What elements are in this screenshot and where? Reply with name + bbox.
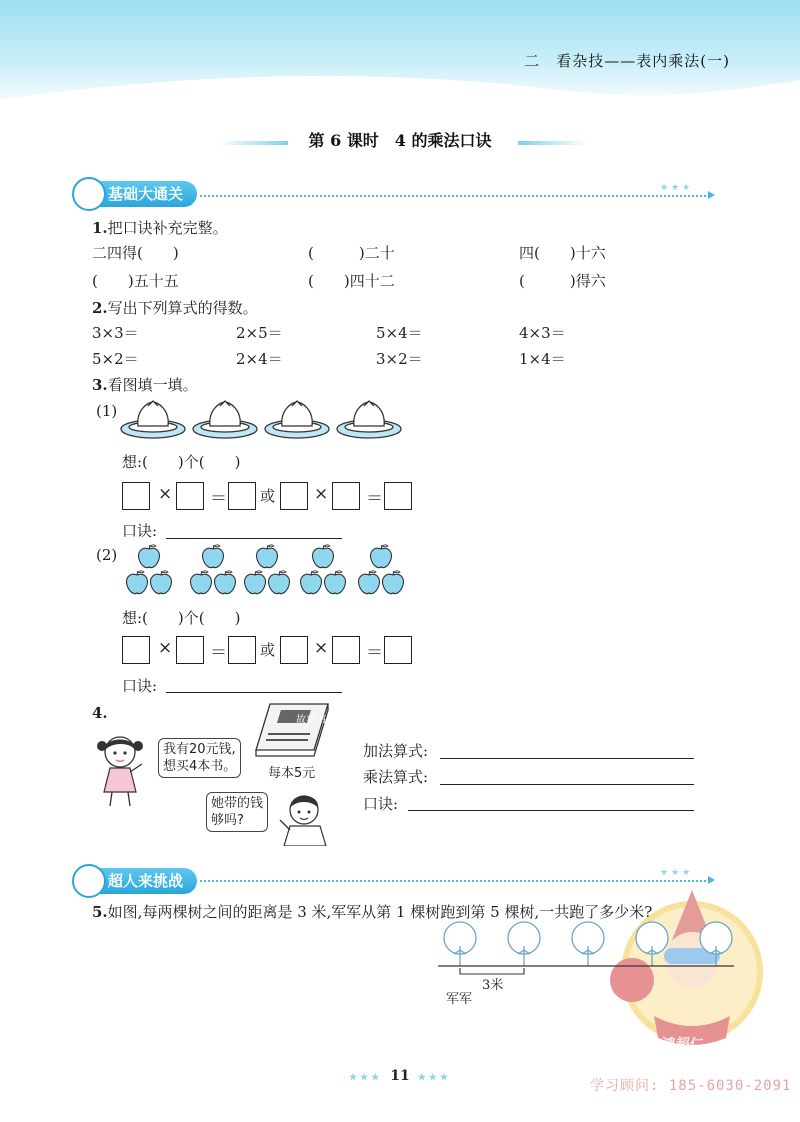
- q2-item: 4×3＝: [519, 324, 566, 342]
- times-sign: ×: [314, 484, 329, 504]
- section-badge-label: 超人来挑战: [108, 872, 184, 890]
- q1-item: ( )二十: [308, 244, 395, 262]
- equals-sign: ＝: [366, 643, 383, 663]
- q2-item: 5×4＝: [376, 324, 423, 342]
- tree: [508, 922, 540, 966]
- girl-illustration: [90, 730, 160, 810]
- q3-part1-think: 想:( )个( ): [122, 453, 241, 471]
- book-title: 故事书: [296, 715, 326, 726]
- trees-picture: [430, 918, 740, 978]
- rocket-icon: [72, 177, 106, 211]
- q3-part1-koujue-label: 口诀:: [122, 522, 158, 540]
- ufo-icon: [72, 864, 106, 898]
- or-text: 或: [260, 487, 276, 505]
- koujue-answer-line[interactable]: [166, 692, 342, 693]
- tree: [572, 922, 604, 966]
- section-badge-challenge: [78, 868, 197, 894]
- or-text: 或: [260, 641, 276, 659]
- q2-item: 3×2＝: [376, 350, 423, 368]
- equals-sign: ＝: [210, 643, 227, 663]
- addition-label: 加法算式:: [363, 742, 429, 760]
- answer-box[interactable]: [332, 636, 360, 664]
- q2-item: 2×5＝: [236, 324, 283, 342]
- q2-item: 2×4＝: [236, 350, 283, 368]
- times-sign: ×: [158, 484, 173, 504]
- q3-part1-label: (1): [96, 402, 118, 420]
- tree: [444, 922, 476, 966]
- bun-plate: [265, 401, 329, 438]
- answer-box[interactable]: [176, 636, 204, 664]
- q1-item: 四( )十六: [519, 244, 606, 262]
- q1-item: ( )五十五: [92, 272, 179, 290]
- answer-box[interactable]: [384, 636, 412, 664]
- answer-box[interactable]: [176, 482, 204, 510]
- book-price: 每本5元: [268, 766, 316, 781]
- q1-prompt: 1.把口诀补充完整。: [92, 219, 228, 237]
- q2-item: 3×3＝: [92, 324, 139, 342]
- times-sign: ×: [314, 638, 329, 658]
- times-sign: ×: [158, 638, 173, 658]
- answer-box[interactable]: [332, 482, 360, 510]
- chapter-title: 二 看杂技——表内乘法(一): [524, 52, 730, 70]
- q3-prompt: 3.看图填一填。: [92, 376, 198, 394]
- q2-item: 5×2＝: [92, 350, 139, 368]
- answer-box[interactable]: [228, 482, 256, 510]
- q4-number: 4.: [92, 704, 108, 722]
- q3-part2-label: (2): [96, 546, 118, 564]
- answer-box[interactable]: [228, 636, 256, 664]
- q2-item: 1×4＝: [519, 350, 566, 368]
- buns-on-plates-picture: [120, 396, 410, 442]
- q4-koujue-answer-line[interactable]: [408, 810, 694, 811]
- section-badge-label: 基础大通关: [108, 185, 184, 203]
- watermark-contact: 学习顾问: 185-6030-2091: [590, 1078, 792, 1094]
- section-badge-basic: [78, 181, 197, 207]
- multiplication-label: 乘法算式:: [363, 768, 429, 786]
- bun-plate: [193, 401, 257, 438]
- answer-box[interactable]: [122, 482, 150, 510]
- stars-decoration: ★★★: [660, 183, 694, 193]
- q1-item: ( )得六: [519, 272, 606, 290]
- boy-illustration: [276, 790, 336, 846]
- q5-prompt: 5.如图,每两棵树之间的距离是 3 米,军军从第 1 棵树跑到第 5 棵树,一共跑了多少米?: [92, 903, 653, 921]
- lesson-title: 第 6 课时 4 的乘法口诀: [308, 131, 492, 150]
- bun-plate: [337, 401, 401, 438]
- koujue-answer-line[interactable]: [166, 538, 342, 539]
- storybook-picture: [252, 700, 332, 762]
- apples-picture: [118, 542, 408, 598]
- q3-part2-think: 想:( )个( ): [122, 609, 241, 627]
- answer-box[interactable]: [280, 636, 308, 664]
- q3-part2-koujue-label: 口诀:: [122, 677, 158, 695]
- answer-box[interactable]: [280, 482, 308, 510]
- tree: [636, 922, 668, 966]
- boy-speech-bubble: 她带的钱 够吗?: [206, 792, 268, 832]
- tree: [700, 922, 732, 966]
- girl-speech-bubble: 我有20元钱, 想买4本书。: [158, 738, 241, 778]
- seal-text: 志鸿超仁: [648, 1037, 704, 1053]
- q2-prompt: 2.写出下列算式的得数。: [92, 299, 258, 317]
- addition-answer-line[interactable]: [440, 758, 694, 759]
- q4-koujue-label: 口诀:: [363, 795, 399, 813]
- q1-item: 二四得( ): [92, 244, 179, 262]
- multiplication-answer-line[interactable]: [440, 784, 694, 785]
- runner-label: 军军: [446, 992, 473, 1007]
- page-number: ★★★ 11 ★★★: [349, 1068, 451, 1084]
- answer-box[interactable]: [384, 482, 412, 510]
- equals-sign: ＝: [210, 489, 227, 509]
- distance-label: 3米: [482, 978, 504, 993]
- answer-box[interactable]: [122, 636, 150, 664]
- q1-item: ( )四十二: [308, 272, 395, 290]
- arrow-icon: [708, 191, 715, 199]
- section-divider: [200, 195, 710, 197]
- equals-sign: ＝: [366, 489, 383, 509]
- bun-plate: [121, 401, 185, 438]
- stars-decoration: ★★★: [660, 868, 694, 878]
